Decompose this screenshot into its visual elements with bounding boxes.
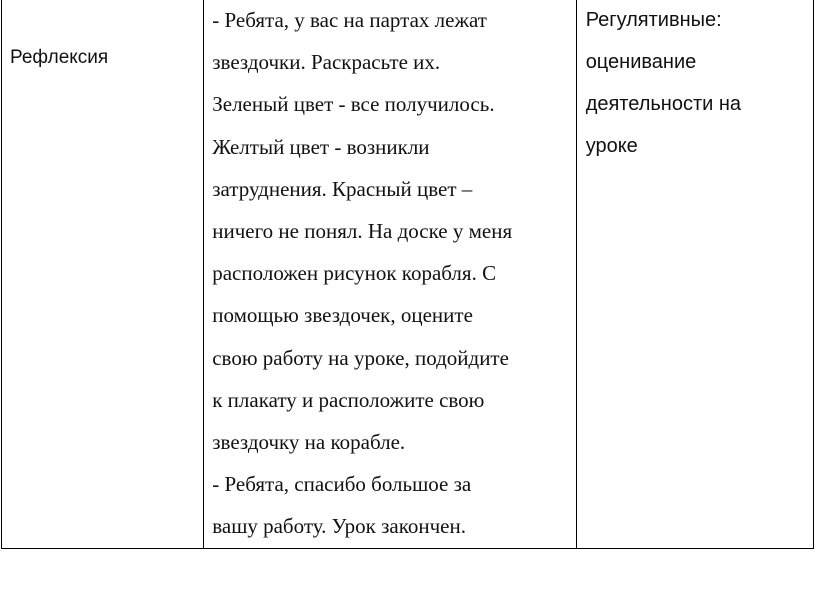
table-row bbox=[2, 0, 814, 548]
teacher-line: - Ребята, у вас на партах лежат bbox=[212, 8, 487, 32]
teacher-line: звездочки. Раскрасьте их. bbox=[212, 50, 441, 75]
uud-line: Регулятивные: bbox=[585, 9, 722, 31]
teacher-line: расположен рисунок корабля. С bbox=[212, 261, 497, 286]
teacher-line: помощью звездочек, оцените bbox=[212, 303, 473, 328]
stage-cell bbox=[2, 0, 204, 548]
lesson-plan-table bbox=[1, 0, 814, 549]
teacher-line: вашу работу. Урок закончен. bbox=[212, 514, 466, 539]
teacher-line: к плакату и расположите свою bbox=[212, 387, 485, 412]
teacher-line: свою работу на уроке, подойдите bbox=[212, 345, 509, 370]
teacher-line: затруднения. Красный цвет – bbox=[212, 176, 473, 201]
teacher-activity-cell bbox=[204, 0, 576, 548]
teacher-line: - Ребята, спасибо большое за bbox=[212, 472, 472, 497]
uud-cell bbox=[576, 0, 813, 548]
teacher-line: ничего не понял. На доске у меня bbox=[212, 219, 513, 244]
teacher-line: звездочку на корабле. bbox=[212, 430, 406, 455]
uud-line: деятельности на bbox=[585, 93, 742, 115]
teacher-line: Желтый цвет - возникли bbox=[212, 134, 430, 159]
uud-text bbox=[577, 0, 813, 167]
uud-line: оценивание bbox=[585, 51, 697, 73]
teacher-line: Зеленый цвет - все получилось. bbox=[212, 92, 495, 117]
teacher-activity-text bbox=[204, 0, 575, 548]
uud-line: уроке bbox=[585, 135, 638, 157]
stage-name: Рефлексия bbox=[10, 47, 109, 68]
